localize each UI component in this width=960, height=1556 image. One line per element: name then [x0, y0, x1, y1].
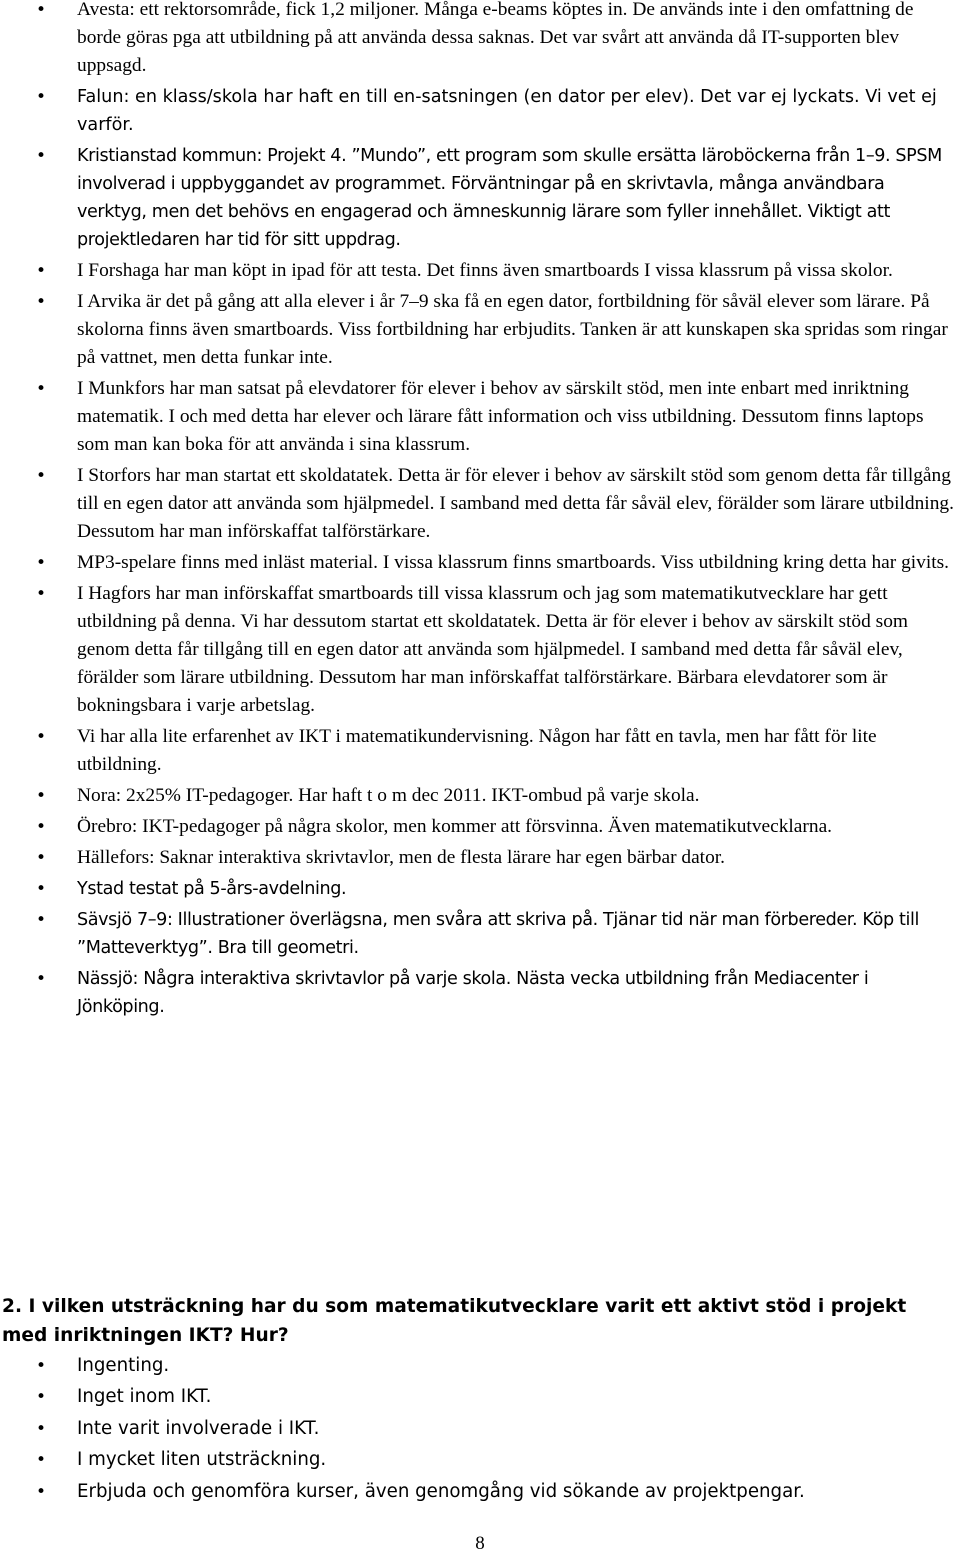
answer-list — [0, 1352, 960, 1509]
list-item: • Hällefors: Saknar interaktiva skrivtavlor, men de flesta lärare har egen bärbar dator. — [0, 844, 960, 872]
list-item: • Vi har alla lite erfarenhet av IKT i matematikundervisning. Någon har fått en tavla, men har fått för lite utbildning. — [0, 723, 960, 779]
list-item: • I Forshaga har man köpt in ipad för att testa. Det finns även smartboards I vissa klassrum på vissa skolor. — [0, 257, 960, 285]
question-heading: 2. I vilken utsträckning har du som matematikutvecklare varit ett aktivt stöd i projekt med inriktningen IKT? Hur? — [2, 1296, 907, 1346]
list-item: • Kristianstad kommun: Projekt 4. ”Mundo”, ett program som skulle ersätta läroböckerna från 1–9. SPSM involverad i uppbyggandet av programmet. Förväntningar på en skrivtavla, många användbara verktyg, men det behövs en engagerad och ämneskunnig lärare som fyller innehållet. Viktigt att projektledaren har tid för sitt uppdrag. — [0, 142, 960, 254]
list-item: • I Storfors har man startat ett skoldatatek. Detta är för elever i behov av särskilt stöd som genom detta får tillgång till en egen dator att använda som hjälpmedel. I samband med detta får såväl elev, förälder som lärare utbildning. Dessutom har man införskaffat talförstärkare. — [0, 462, 960, 546]
list-item: • Örebro: IKT-pedagoger på några skolor, men kommer att försvinna. Även matematikutvecklarna. — [0, 813, 960, 841]
list-item: • Ingenting. — [0, 1352, 960, 1380]
list-item: • MP3-spelare finns med inläst material. I vissa klassrum finns smartboards. Viss utbildning kring detta har givits. — [0, 549, 960, 577]
list-item: • Nässjö: Några interaktiva skrivtavlor på varje skola. Nästa vecka utbildning från Mediacenter i Jönköping. — [0, 965, 960, 1021]
list-item: • Nora: 2x25% IT-pedagoger. Har haft t o m dec 2011. IKT-ombud på varje skola. — [0, 782, 960, 810]
list-item: • I Arvika är det på gång att alla elever i år 7–9 ska få en egen dator, fortbildning för såväl elever som lärare. På skolorna finns även smartboards. Viss fortbildning har erbjudits. Tanken är att kunskapen ska spridas som ringar på vattnet, men detta funkar inte. — [0, 288, 960, 372]
list-item: • I Munkfors har man satsat på elevdatorer för elever i behov av särskilt stöd, men inte enbart med inriktning matematik. I och med detta har elever och lärare fått information och viss utbildning. Dessutom finns laptops som man kan boka för att använda i sina klassrum. — [0, 375, 960, 459]
list-item: • Falun: en klass/skola har haft en till en-satsningen (en dator per elev). Det var ej lyckats. Vi vet ej varför. — [0, 83, 960, 139]
list-item: • I mycket liten utsträckning. — [0, 1446, 960, 1474]
list-item: • Erbjuda och genomföra kurser, även genomgång vid sökande av projektpengar. — [0, 1478, 960, 1506]
list-item: • Sävsjö 7–9: Illustrationer överlägsna, men svåra att skriva på. Tjänar tid när man förbereder. Köp till ”Matteverktyg”. Bra till geometri. — [0, 906, 960, 962]
list-item: • Ystad testat på 5-års-avdelning. — [0, 875, 960, 903]
list-item: • Inte varit involverade i IKT. — [0, 1415, 960, 1443]
page-number: 8 — [475, 1533, 485, 1554]
list-item: • I Hagfors har man införskaffat smartboards till vissa klassrum och jag som matematikutvecklare har gett utbildning på denna. Vi har dessutom startat ett skoldatatek. Detta är för elever i behov av särskilt stöd som genom detta får tillgång till en egen dator att använda som hjälpmedel. I samband med detta får såväl elev, förälder som lärare utbildning. Dessutom har man införskaffat talförstärkare. Bärbara elevdatorer som är bokningsbara i varje arbetslag. — [0, 580, 960, 720]
list-item: • Inget inom IKT. — [0, 1383, 960, 1411]
list-item: • Avesta: ett rektorsområde, fick 1,2 miljoner. Många e-beams köptes in. De används inte i den omfattning de borde göras pga att utbildning på att använda dessa saknas. Det var svårt att använda då IT-supporten blev uppsagd. — [0, 0, 960, 80]
